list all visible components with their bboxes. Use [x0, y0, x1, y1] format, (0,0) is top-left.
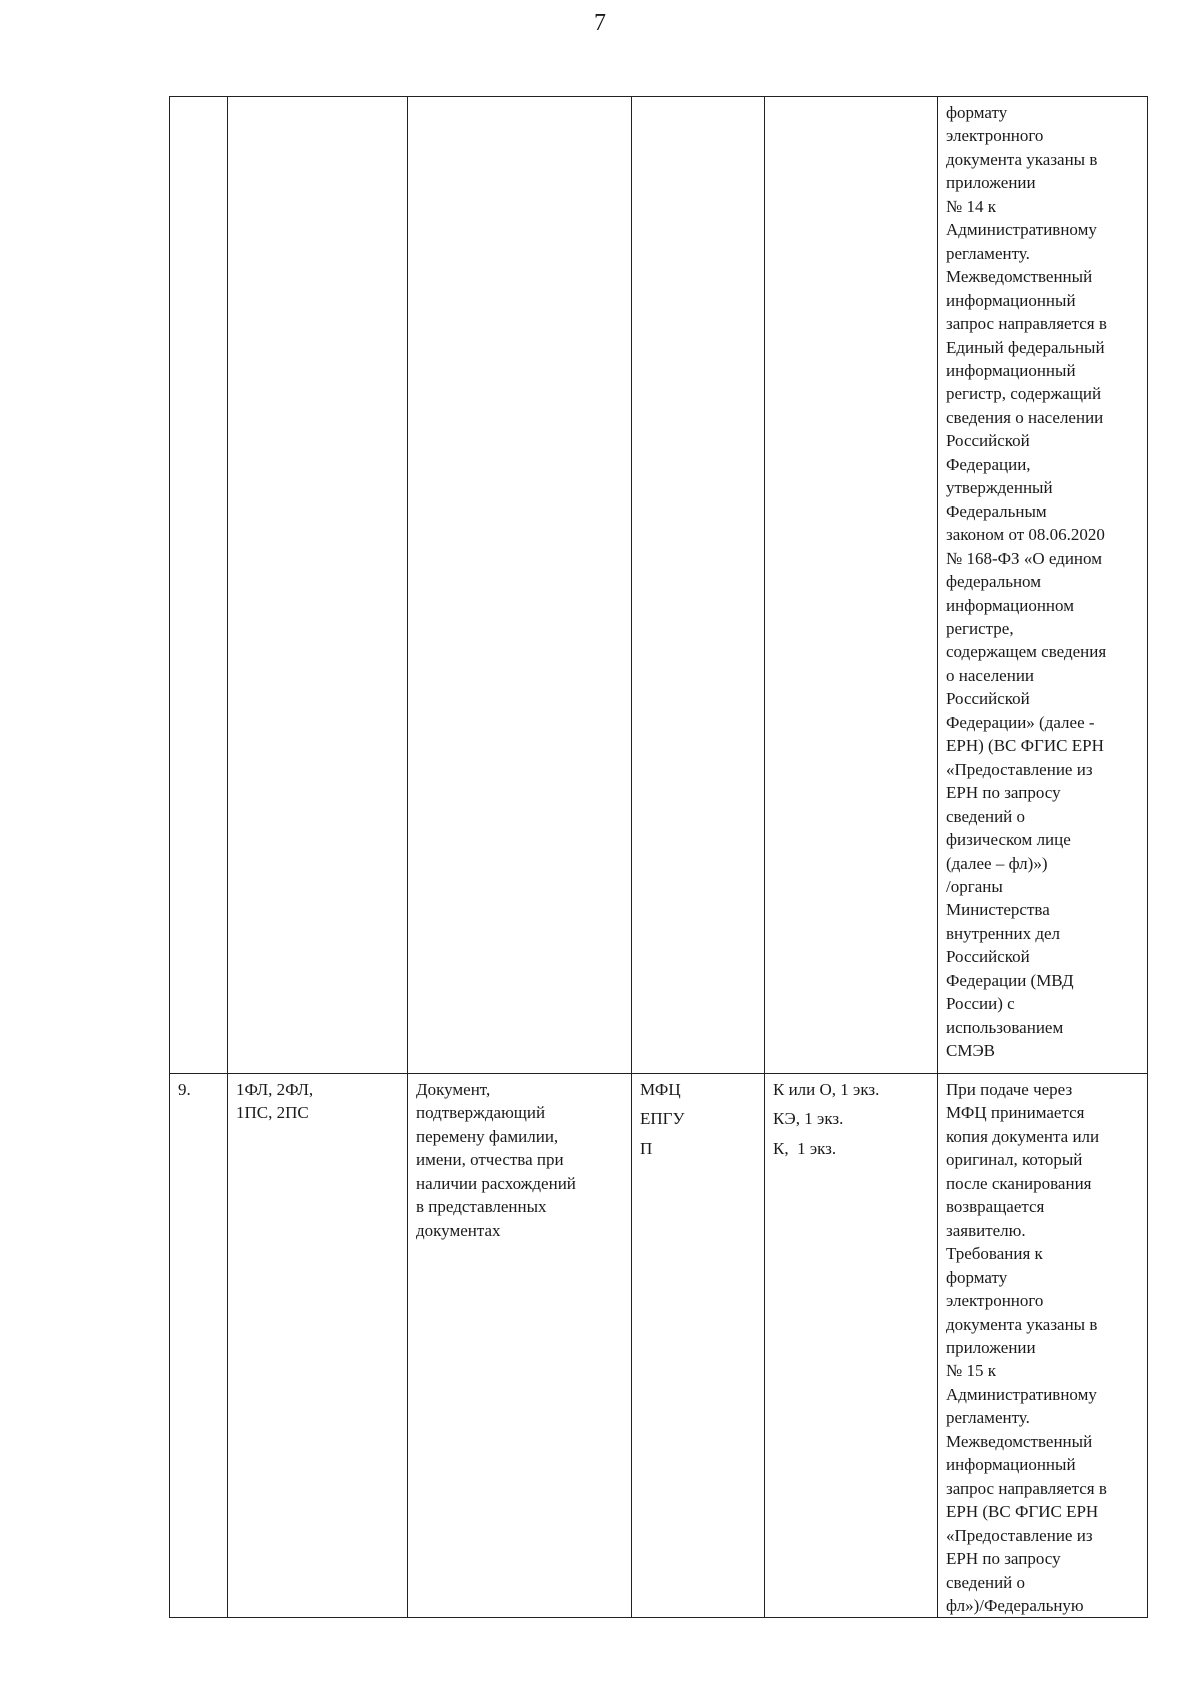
- notes-cell: При подаче через МФЦ принимается копия документа или оригинал, который после сканирования возвращается заявителю. Требования к формату электронного документа указаны в приложении № 15 к Административному регламенту. Межведомственный информационный запрос направляется в ЕРН (ВС ФГИС ЕРН «Предоставление из ЕРН по запросу сведений о фл»)/Федеральную: [938, 1074, 1148, 1618]
- document-name-cell: Документ, подтверждающий перемену фамилии, имени, отчества при наличии расхождений в представленных документах: [408, 1074, 632, 1618]
- document-form-cell: [765, 97, 938, 1074]
- row-number-cell: 9.: [170, 1074, 228, 1618]
- table-row: [170, 1074, 1148, 1618]
- channel-mfc: МФЦ: [640, 1080, 681, 1099]
- channel-post: П: [640, 1138, 653, 1158]
- form-post: К, 1 экз.: [773, 1138, 837, 1158]
- table-row: [170, 97, 1148, 1074]
- row-number-cell: [170, 97, 228, 1074]
- document-form-cell: [765, 1074, 938, 1618]
- submission-channel-cell: [632, 97, 765, 1074]
- applicant-category-cell: [228, 97, 408, 1074]
- page-number: 7: [594, 10, 606, 36]
- document-name-cell: [408, 97, 632, 1074]
- notes-cell: формату электронного документа указаны в приложении № 14 к Административному регламенту. Межведомственный информационный запрос направляется в Единый федеральный информационный регистр, содержащий сведения о населении Российской Федерации, утвержденный Федеральным законом от 08.06.2020 № 168-ФЗ «О едином федеральном информационном регистре, содержащем сведения о населении Российской Федерации» (далее - ЕРН) (ВС ФГИС ЕРН «Предоставление из ЕРН по запросу сведений о физическом лице (далее – фл)») /органы Министерства внутренних дел Российской Федерации (МВД России) с использованием СМЭВ: [938, 97, 1148, 1074]
- submission-channel-cell: [632, 1074, 765, 1618]
- applicant-category-cell: 1ФЛ, 2ФЛ, 1ПС, 2ПС: [228, 1074, 408, 1618]
- requirements-table: [169, 96, 1148, 1618]
- form-mfc: К или О, 1 экз.: [773, 1080, 880, 1099]
- form-epgu: КЭ, 1 экз.: [773, 1109, 844, 1129]
- channel-epgu: ЕПГУ: [640, 1109, 685, 1129]
